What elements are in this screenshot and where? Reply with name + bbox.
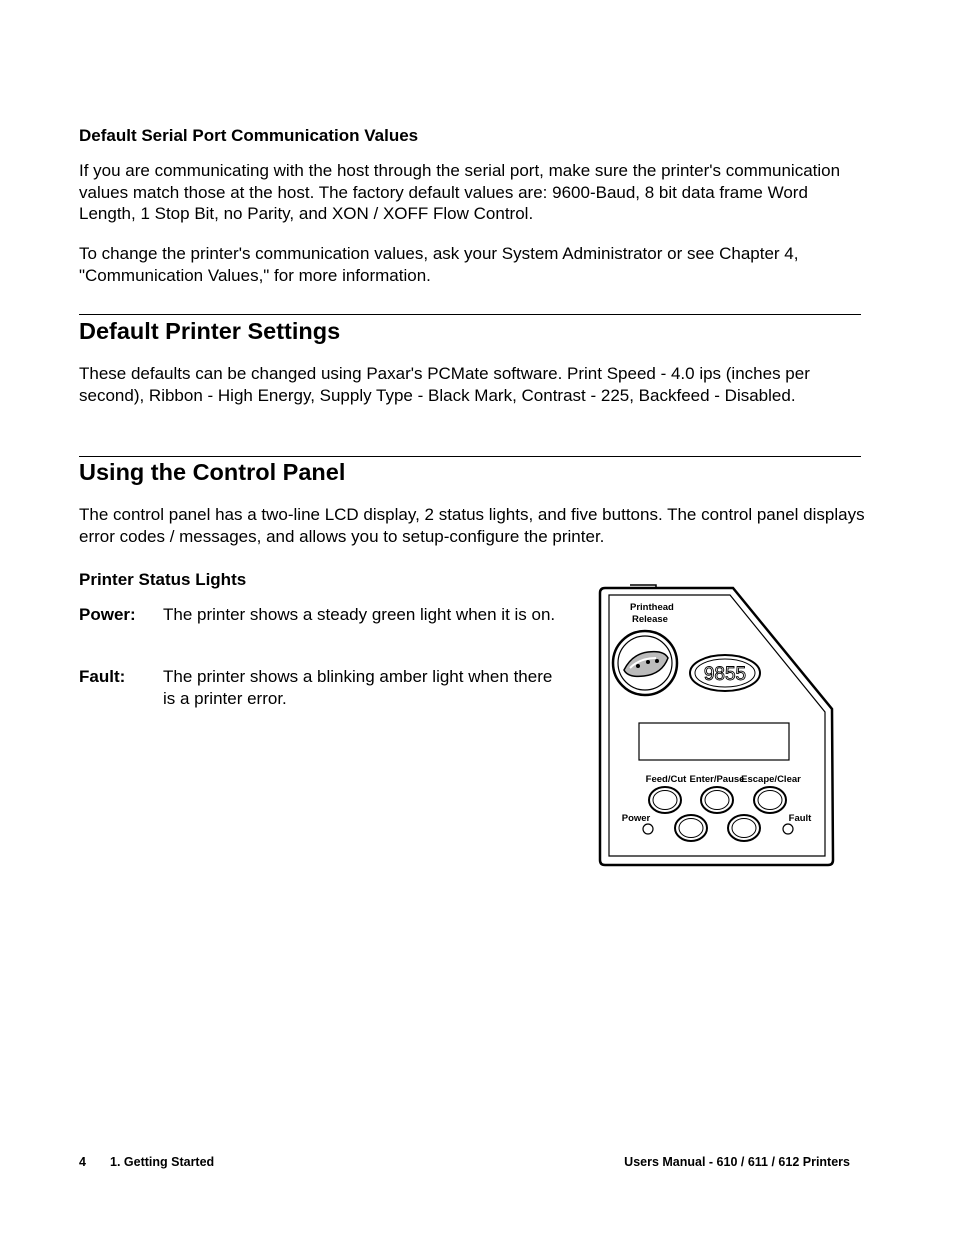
- power-light: [643, 824, 653, 834]
- control-panel-paragraph: The control panel has a two-line LCD display, 2 status lights, and five buttons. The control panel displays error codes / messages, and allows you to setup-configure the printer.: [79, 505, 865, 546]
- lcd-display: [639, 723, 789, 760]
- control-panel-heading: Using the Control Panel: [79, 459, 346, 485]
- escape-clear-label: Escape/Clear: [741, 774, 801, 785]
- enter-pause-button[interactable]: [701, 787, 733, 813]
- fault-term: Fault:: [79, 667, 126, 686]
- fault-light: [783, 824, 793, 834]
- section-divider: [79, 456, 861, 457]
- escape-clear-button[interactable]: [754, 787, 786, 813]
- panel-tab: [626, 585, 656, 588]
- control-panel-illustration: [596, 584, 838, 868]
- footer-chapter: 1. Getting Started: [110, 1155, 215, 1169]
- serial-port-paragraph-1: If you are communicating with the host through the serial port, make sure the printer's communication values match those at the host. The factory default values are: 9600-Baud, 8 bit data frame Word Length, 1 Stop Bit, no Parity, and XON / XOFF Flow Control.: [79, 161, 841, 223]
- footer-page-number: 4: [79, 1155, 86, 1169]
- default-printer-settings-paragraph: These defaults can be changed using Paxar's PCMate software. Print Speed - 4.0 ips (inches per second), Ribbon - High Energy, Supply Type - Black Mark, Contrast - 225, Backfeed - Disabled.: [79, 364, 810, 405]
- footer-manual-title: Users Manual - 610 / 611 / 612 Printers: [624, 1155, 850, 1169]
- printhead-label-line2: Release: [632, 614, 668, 625]
- printhead-label-line1: Printhead: [630, 602, 674, 613]
- fault-description: The printer shows a blinking amber light when there is a printer error.: [163, 667, 553, 708]
- feed-cut-label: Feed/Cut: [645, 774, 687, 785]
- status-lights-heading: Printer Status Lights: [79, 570, 247, 589]
- model-number: 9855: [703, 664, 747, 685]
- right-arrow-button[interactable]: [728, 815, 760, 841]
- fault-light-label: Fault: [788, 813, 812, 824]
- feed-cut-button[interactable]: [649, 787, 681, 813]
- enter-pause-label: Enter/Pause: [689, 774, 745, 785]
- default-printer-settings-heading: Default Printer Settings: [79, 318, 341, 344]
- power-description: The printer shows a steady green light when it is on.: [163, 605, 556, 624]
- serial-port-heading: Default Serial Port Communication Values: [79, 126, 419, 145]
- serial-port-paragraph-2: To change the printer's communication values, ask your System Administrator or see Chapter 4, "Communication Values," for more information.: [79, 244, 799, 285]
- left-arrow-button[interactable]: [675, 815, 707, 841]
- section-divider: [79, 314, 861, 315]
- power-light-label: Power: [621, 813, 651, 824]
- power-term: Power:: [79, 605, 136, 624]
- printhead-release-knob[interactable]: [613, 631, 677, 695]
- model-badge: [690, 655, 760, 691]
